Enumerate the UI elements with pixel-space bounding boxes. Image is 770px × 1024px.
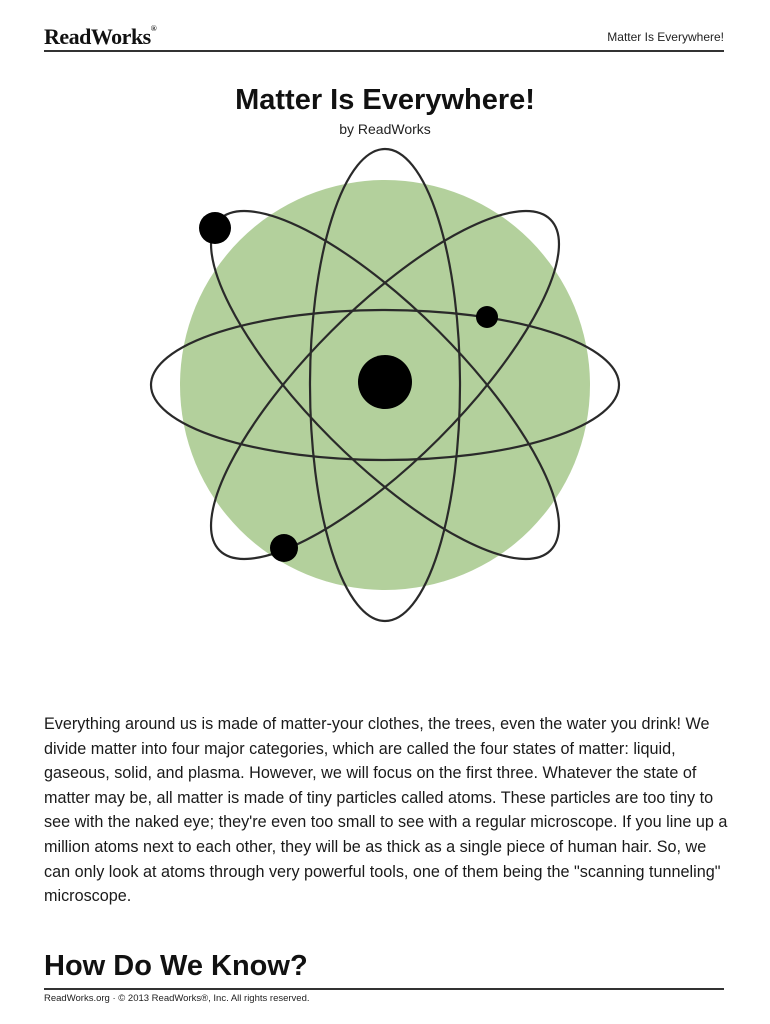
readworks-logo: ReadWorks® (44, 24, 157, 49)
electron-right (476, 306, 498, 328)
copyright-text: ReadWorks.org · © 2013 ReadWorks®, Inc. All rights reserved. (44, 993, 310, 1004)
page-header (44, 22, 724, 52)
electron-top-left (199, 212, 231, 244)
atom-icon (140, 140, 630, 630)
page-footer (44, 988, 724, 1004)
section-heading: How Do We Know? (44, 950, 308, 982)
nucleus (358, 355, 412, 409)
electron-bottom-left (270, 534, 298, 562)
running-title: Matter Is Everywhere! (607, 30, 724, 44)
article-paragraph: Everything around us is made of matter-your clothes, the trees, even the water you drink! We divide matter into four major categories, which are called the four states of matter: liquid, gaseous, solid, and plasma. However, we will focus on the first three. Whatever the state of matter may be, all matter is made of tiny particles called atoms. These particles are too tiny to see with the naked eye; they're even too small to see with a regular microscope. If you line up a million atoms next to each other, they will be as thick as a single piece of human hair. So, we can only look at atoms through very powerful tools, one of them being the "scanning tunneling" microscope. (44, 715, 728, 906)
article-title: Matter Is Everywhere! (235, 84, 535, 116)
article-byline: by ReadWorks (339, 121, 431, 137)
